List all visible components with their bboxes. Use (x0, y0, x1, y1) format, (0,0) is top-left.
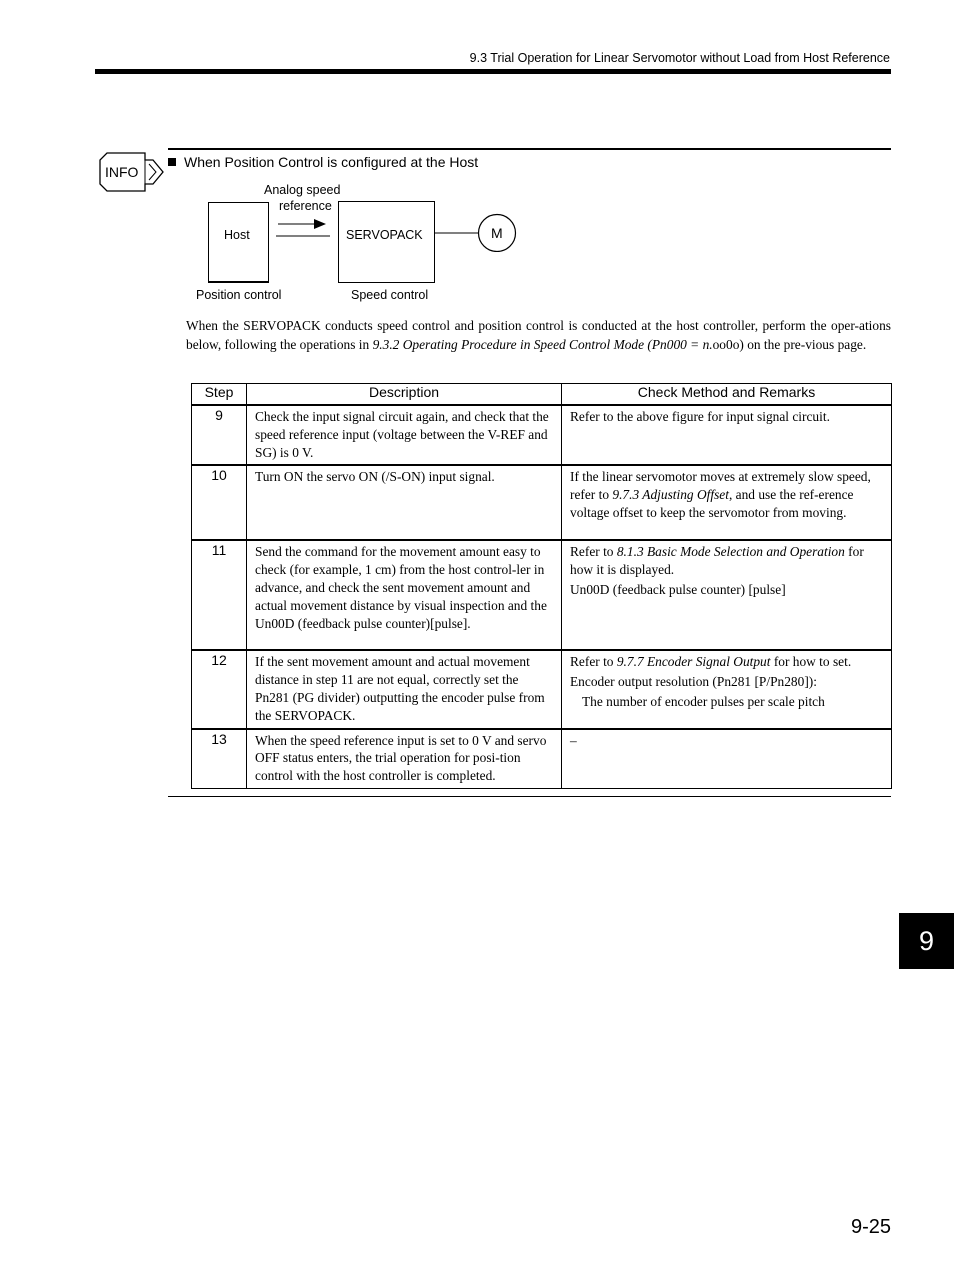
table-header-row (192, 384, 892, 406)
running-header: 9.3 Trial Operation for Linear Servomotor without Load from Host Reference (469, 51, 890, 65)
arrow-label-line1: Analog speed (264, 183, 341, 197)
step-description: If the sent movement amount and actual movement distance in step 11 are not equal, correctly set the Pn281 (PG divider) outputting the encoder pulse from the SERVOPACK. (247, 650, 562, 728)
column-header-description: Description (247, 384, 562, 406)
table-row (192, 540, 892, 650)
step-description: Check the input signal circuit again, and check that the speed reference input (voltage between the V-REF and SG) is 0 V. (247, 405, 562, 465)
column-header-remarks: Check Method and Remarks (562, 384, 892, 406)
table-row (192, 405, 892, 465)
step-description: Send the command for the movement amount easy to check (for example, 1 cm) from the host control-ler in advance, and check the sent movement amount and actual movement distance by visual inspection and the Un00D (feedback pulse counter)[pulse]. (247, 540, 562, 650)
column-header-step: Step (192, 384, 247, 406)
host-label: Host (224, 228, 250, 242)
servopack-box (338, 201, 435, 283)
servopack-label: SERVOPACK (346, 228, 423, 242)
info-icon-label: INFO (105, 164, 139, 180)
remarks-text: Refer to (570, 544, 617, 560)
remarks-line-2: Un00D (feedback pulse counter) [pulse] (570, 581, 786, 597)
table-row (192, 465, 892, 540)
info-title (168, 154, 478, 170)
remarks-text: Refer to (570, 654, 617, 670)
step-number: 13 (192, 729, 247, 789)
step-number: 10 (192, 465, 247, 540)
step-remarks (562, 465, 892, 540)
remarks-cross-ref[interactable]: 9.7.7 Encoder Signal Output (616, 654, 771, 670)
chapter-tab: 9 (899, 913, 954, 969)
step-description: Turn ON the servo ON (/S-ON) input signal. (247, 465, 562, 540)
intro-cross-ref[interactable]: 9.3.2 Operating Procedure in Speed Control Mode (Pn000 = n. (372, 337, 713, 352)
step-description: When the speed reference input is set to 0 V and servo OFF status enters, the trial operation for posi-tion control with the host controller is completed. (247, 729, 562, 789)
host-box (208, 202, 269, 283)
intro-text-2: ) on the pre-vious page. (739, 337, 867, 352)
arrow-label-line2: reference (279, 199, 332, 213)
remarks-line-3: The number of encoder pulses per scale pitch (582, 693, 825, 709)
steps-table (191, 383, 892, 789)
motor-connection (435, 212, 525, 252)
remarks-line-2: Encoder output resolution (Pn281 [P/Pn280]): (570, 674, 817, 690)
bullet-square-icon (168, 158, 176, 166)
step-remarks (562, 650, 892, 728)
info-top-rule (168, 148, 891, 150)
page-number: 9-25 (850, 1216, 891, 1238)
signal-arrow (276, 216, 330, 240)
table-row (192, 729, 892, 789)
servopack-caption: Speed control (351, 288, 429, 302)
control-diagram (190, 182, 530, 307)
step-number: 12 (192, 650, 247, 728)
table-row (192, 650, 892, 728)
step-remarks: Refer to the above figure for input signal circuit. (562, 405, 892, 465)
intro-ref-tail: oo0o (712, 337, 740, 352)
info-title-text: When Position Control is configured at the Host (184, 154, 479, 170)
header-rule (95, 69, 891, 74)
intro-text-1: When the SERVOPACK conducts speed control and position control is conducted at the host controller, perform the oper-ations below, following the operations in (186, 318, 891, 352)
remarks-cross-ref[interactable]: 8.1.3 Basic Mode Selection and Operation (616, 544, 845, 560)
intro-paragraph (186, 316, 891, 354)
remarks-text: for how it is displayed. (570, 544, 864, 578)
step-remarks (562, 540, 892, 650)
info-icon (99, 152, 165, 192)
host-caption: Position control (196, 288, 282, 302)
remarks-text: for how to set. (770, 654, 852, 670)
motor-label: M (491, 225, 503, 241)
step-number: 11 (192, 540, 247, 650)
remarks-text: , and use the ref-erence voltage offset to keep the servomotor from moving. (570, 487, 854, 520)
step-number: 9 (192, 405, 247, 465)
step-remarks: – (562, 729, 892, 789)
info-bottom-rule (168, 796, 891, 797)
remarks-text: If the linear servomotor moves at extremely slow speed, refer to (570, 469, 871, 503)
remarks-cross-ref[interactable]: 9.7.3 Adjusting Offset (612, 487, 729, 503)
